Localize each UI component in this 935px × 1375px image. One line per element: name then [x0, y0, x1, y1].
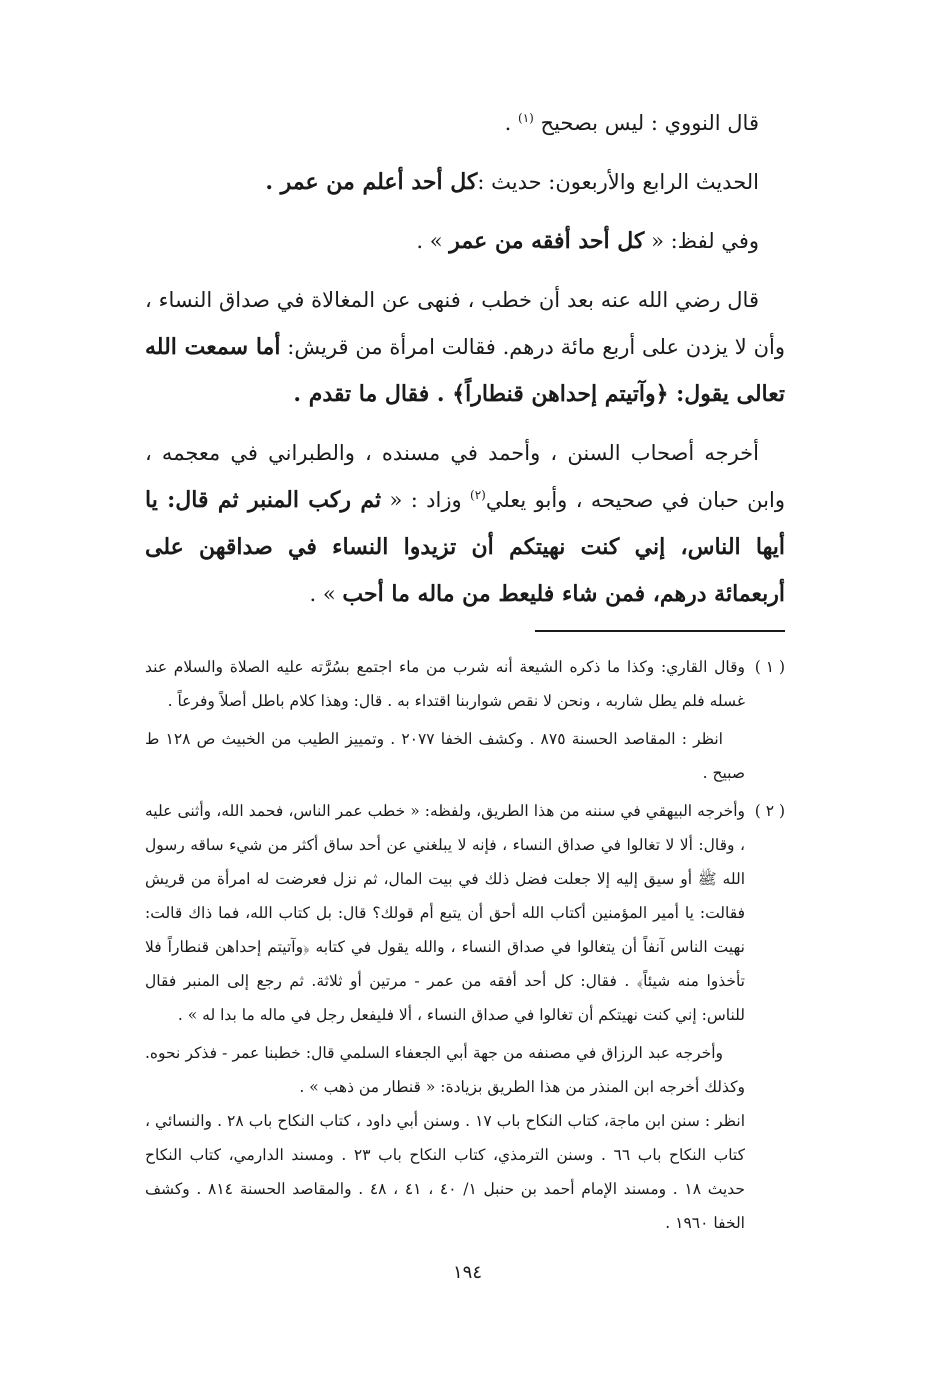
hadith-text: كل أحد أعلم من عمر .: [265, 169, 478, 195]
main-text: [145, 100, 785, 630]
text-run: الحديث الرابع والأربعون: حديث :: [477, 170, 759, 194]
text-run: وزاد : «: [381, 488, 471, 512]
text-run: » .: [416, 229, 450, 253]
text-run: أخرجه أصحاب السنن ، وأحمد في مسنده ، والطبراني في معجمه ، وابن حبان في صحيحه ، وأبو يعلي: [145, 441, 785, 512]
footnote-ref-2[interactable]: (٢): [470, 488, 486, 502]
text-run: .: [504, 111, 519, 135]
footnote-text: وقال القاري: وكذا ما ذكره الشيعة أنه شرب من ماء اجتمع بسُرَّته عليه الصلاة والسلام عند غسله فلم يطل شاربه ، ونحن لا نقص شواربنا اقتداء به . قال: وهذا كلام باطل أصلاً وفرعاً .: [145, 658, 745, 710]
text-run: وفي لفظ: «: [644, 229, 759, 253]
paragraph-context: [145, 277, 785, 418]
footnote-number: ( ٢ ): [754, 802, 785, 820]
paragraph-hadith-44: [145, 159, 785, 206]
footnote-2: [145, 794, 785, 1240]
footnote-ref-1[interactable]: (١): [518, 111, 534, 125]
text-run: » .: [309, 582, 343, 606]
footnotes: [145, 650, 785, 1244]
footnote-text: وأخرجه عبد الرزاق في مصنفه من جهة أبي الجعفاء السلمي قال: خطبنا عمر - فذكر نحوه. وكذلك أخرجه ابن المنذر من هذا الطريق بزيادة: « قنطار من ذهب » .: [145, 1044, 745, 1096]
footnote-text: انظر : سنن ابن ماجة، كتاب النكاح باب ١٧ . وسنن أبي داود ، كتاب النكاح باب ٢٨ . والنسائي ، كتاب النكاح باب ٦٦ . وسنن الترمذي، كتاب النكاح باب ٢٣ . ومسند الدارمي، كتاب النكاح حديث ١٨ . ومسند الإمام أحمد بن حنبل ١/ ٤٠ ، ٤١ ، ٤٨ . والمقاصد الحسنة ٨١٤ . وكشف الخفا ١٩٦٠ .: [145, 1112, 746, 1232]
footnote-text: وأخرجه البيهقي في سننه من هذا الطريق، ولفظه: « خطب عمر الناس، فحمد الله، وأثنى عليه ، وقال: ألا لا تغالوا في صداق النساء ، فإنه لا يبلغني عن أحد ساق أكثر من شيء ساقه رسول الله ﷺ أو سيق إليه إلا جعلت فضل ذلك في بيت المال، ثم نزل فعرضت له امرأة من قريش فقالت: يا أمير المؤمنين أكتاب الله أحق أن يتبع أم قولك؟ قال: بل كتاب الله، فما ذاك قالت: نهيت الناس آنفاً أن يتغالوا في صداق النساء ، والله يقول في كتابه ﴿وآتيتم إحداهن قنطاراً فلا تأخذوا منه شيئاً﴾ . فقال: كل أحد أفقه من عمر - مرتين أو ثلاثة. ثم رجع إلى المنبر فقال للناس: إني كنت نهيتكم أن تغالوا في صداق النساء ، ألا فليفعل رجل في ماله ما بدا له » .: [145, 802, 745, 1024]
page-number: ١٩٤: [452, 1262, 482, 1283]
quote-text: أما سمعت الله تعالى يقول: ﴿وآتيتم إحداهن قنطاراً﴾ . فقال ما تقدم .: [145, 334, 785, 407]
footnote-number: ( ١ ): [754, 658, 785, 676]
paragraph-variant: [145, 218, 785, 265]
paragraph-takhrij: [145, 430, 785, 618]
text-run: قال رضي الله عنه بعد أن خطب ، فنهى عن المغالاة في صداق النساء ، وأن لا يزدن على أربع مائة درهم. فقالت امرأة من قريش:: [145, 288, 785, 359]
text-run: قال النووي : ليس بصحيح: [533, 111, 759, 135]
paragraph-nawawi: [145, 100, 785, 147]
footnote-text: انظر : المقاصد الحسنة ٨٧٥ . وكشف الخفا ٢٠٧٧ . وتمييز الطيب من الخبيث ص ١٢٨ ط صبيح .: [145, 730, 745, 782]
footnote-1: [145, 650, 785, 790]
quote-text: ثم ركب المنبر ثم قال: يا أيها الناس، إني كنت نهيتكم أن تزيدوا النساء في صداقهن على أربعمائة درهم، فمن شاء فليعط من ماله ما أحب: [145, 487, 785, 607]
hadith-text: كل أحد أفقه من عمر: [449, 228, 645, 254]
footnote-separator: [535, 630, 785, 632]
